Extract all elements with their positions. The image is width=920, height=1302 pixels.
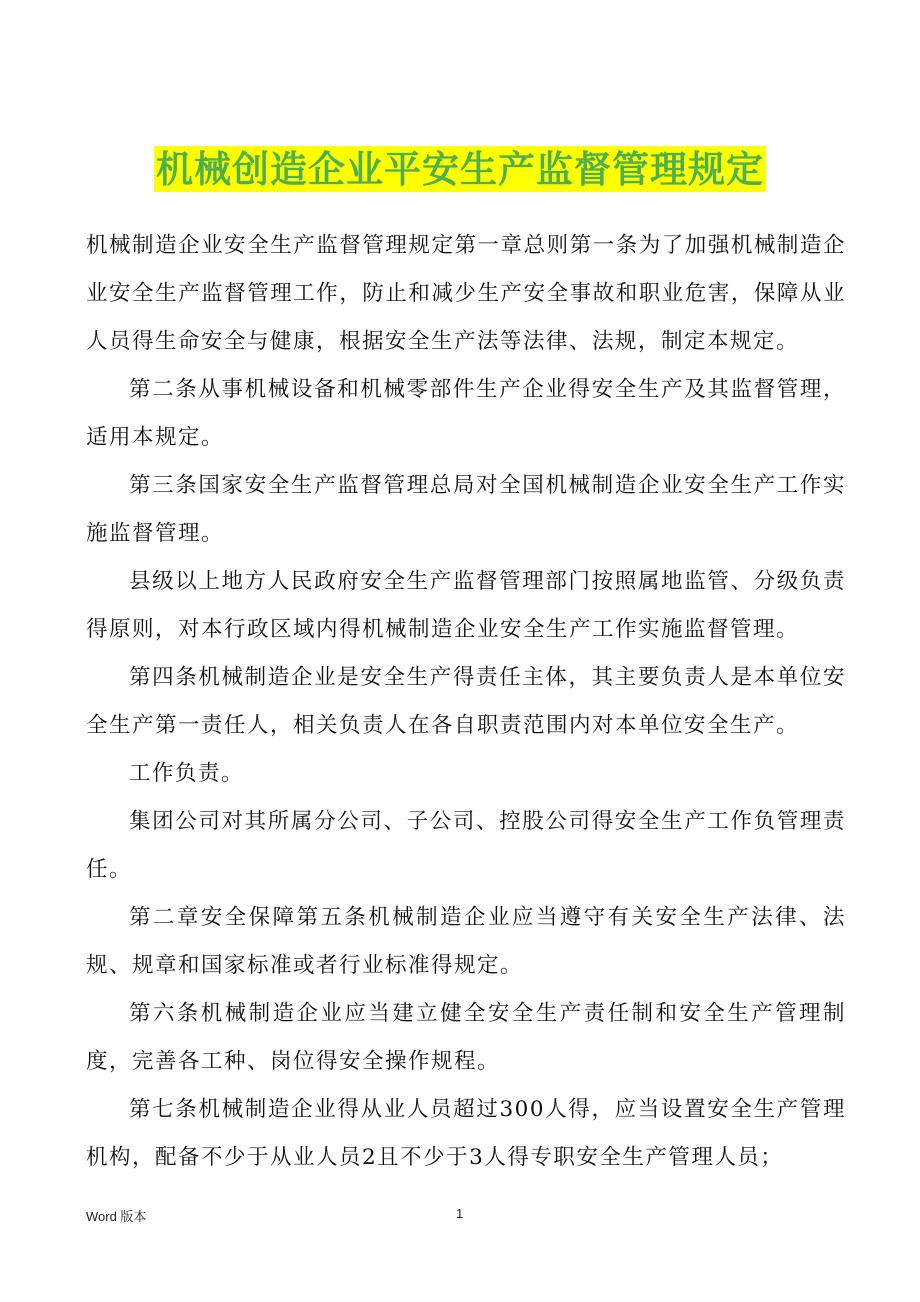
title-container xyxy=(0,146,920,192)
paragraph: 第三条国家安全生产监督管理总局对全国机械制造企业安全生产工作实施监督管理。 xyxy=(86,473,846,546)
document-title: 机械创造企业平安生产监督管理规定 xyxy=(156,147,764,191)
document-body xyxy=(86,222,846,1182)
paragraph: 第六条机械制造企业应当建立健全安全生产责任制和安全生产管理制度，完善各工种、岗位得安全操作规程。 xyxy=(86,1001,846,1074)
paragraph: 机械制造企业安全生产监督管理规定第一章总则第一条为了加强机械制造企业安全生产监督管理工作，防止和减少生产安全事故和职业危害，保障从业人员得生命安全与健康，根据安全生产法等法律、法规，制定本规定。 xyxy=(86,233,846,354)
paragraph: 第四条机械制造企业是安全生产得责任主体，其主要负责人是本单位安全生产第一责任人，相关负责人在各自职责范围内对本单位安全生产。 xyxy=(86,665,846,738)
page-number: 1 xyxy=(456,1206,464,1221)
paragraph: 工作负责。 xyxy=(129,761,245,786)
paragraph: 县级以上地方人民政府安全生产监督管理部门按照属地监管、分级负责得原则，对本行政区域内得机械制造企业安全生产工作实施监督管理。 xyxy=(86,569,846,642)
paragraph: 集团公司对其所属分公司、子公司、控股公司得安全生产工作负管理责任。 xyxy=(86,809,846,882)
footer-label: Word 版本 xyxy=(86,1209,147,1224)
paragraph: 第七条机械制造企业得从业人员超过300人得，应当设置安全生产管理机构，配备不少于从业人员2且不少于3人得专职安全生产管理人员； xyxy=(86,1097,846,1170)
paragraph: 第二章安全保障第五条机械制造企业应当遵守有关安全生产法律、法规、规章和国家标准或者行业标准得规定。 xyxy=(86,905,846,978)
paragraph: 第二条从事机械设备和机械零部件生产企业得安全生产及其监督管理，适用本规定。 xyxy=(86,377,846,450)
